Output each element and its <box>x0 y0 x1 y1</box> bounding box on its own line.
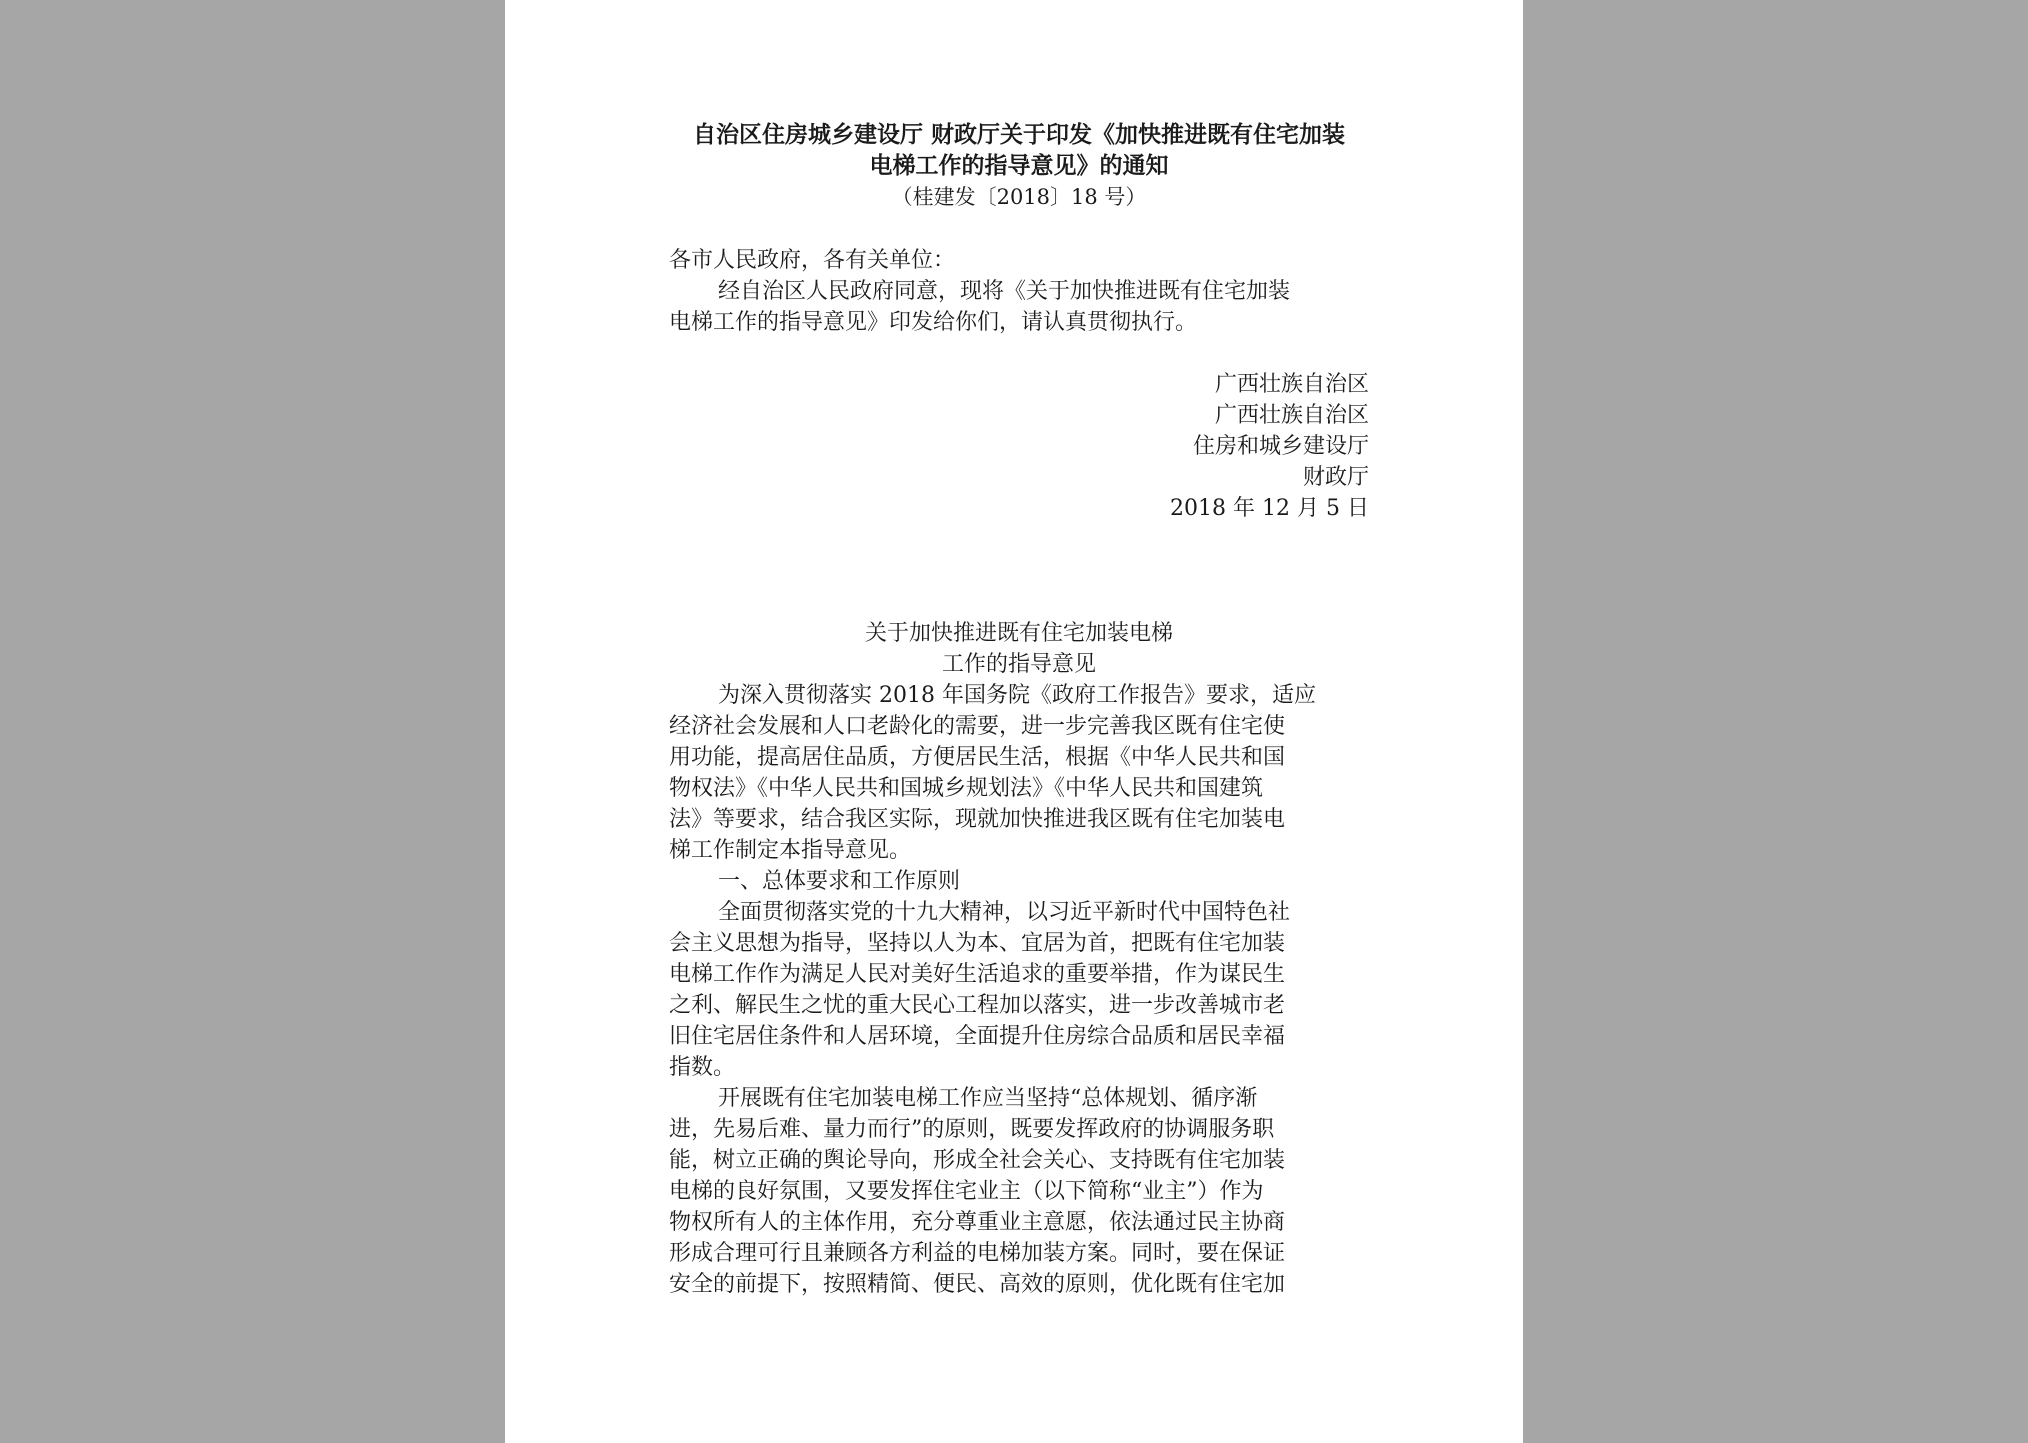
paragraph-line: 为深入贯彻落实 2018 年国务院《政府工作报告》要求，适应 <box>718 683 1316 708</box>
signature-line: 广西壮族自治区 <box>1214 372 1369 397</box>
document-number: （桂建发〔2018〕18 号） <box>891 185 1147 209</box>
paragraph-line: 会主义思想为指导，坚持以人为本、宜居为首，把既有住宅加装 <box>669 931 1286 956</box>
addressee-block <box>669 245 1369 338</box>
addressee: 各市人民政府，各有关单位： <box>669 248 956 273</box>
paragraph-line: 形成合理可行且兼顾各方利益的电梯加装方案。同时，要在保证 <box>669 1241 1286 1266</box>
section1-paragraph-2 <box>669 1083 1369 1300</box>
signature-block <box>669 369 1369 524</box>
signature-line: 财政厅 <box>1302 465 1369 490</box>
paragraph-line: 梯工作制定本指导意见。 <box>669 838 912 863</box>
paragraph-line: 旧住宅居住条件和人居环境，全面提升住房综合品质和居民幸福 <box>669 1024 1286 1049</box>
notice-title-line-2: 电梯工作的指导意见》的通知 <box>869 153 1169 179</box>
notice-body-line: 经自治区人民政府同意，现将《关于加快推进既有住宅加装 <box>718 279 1291 304</box>
paragraph-line: 安全的前提下，按照精简、便民、高效的原则，优化既有住宅加 <box>669 1272 1286 1297</box>
paragraph-line: 全面贯彻落实党的十九大精神，以习近平新时代中国特色社 <box>718 900 1291 925</box>
paragraph-line: 开展既有住宅加装电梯工作应当坚持“总体规划、循序渐 <box>718 1086 1258 1111</box>
paragraph-line: 物权法》《中华人民共和国城乡规划法》《中华人民共和国建筑 <box>669 776 1264 801</box>
paragraph-line: 能，树立正确的舆论导向，形成全社会关心、支持既有住宅加装 <box>669 1148 1286 1173</box>
opinion-title <box>669 618 1369 680</box>
paragraph-line: 之利、解民生之忧的重大民心工程加以落实，进一步改善城市老 <box>669 993 1286 1018</box>
signature-line: 住房和城乡建设厅 <box>1192 434 1369 459</box>
document-content <box>669 120 1369 1300</box>
notice-body-line: 电梯工作的指导意见》印发给你们，请认真贯彻执行。 <box>669 310 1198 335</box>
paragraph-line: 电梯的良好氛围，又要发挥住宅业主（以下简称“业主”）作为 <box>669 1179 1264 1204</box>
signature-date: 2018 年 12 月 5 日 <box>1170 496 1369 521</box>
section1-paragraph-1 <box>669 897 1369 1083</box>
signature-line: 广西壮族自治区 <box>1214 403 1369 428</box>
opinion-title-line-1: 关于加快推进既有住宅加装电梯 <box>864 621 1173 646</box>
section-heading: 一、总体要求和工作原则 <box>718 869 961 894</box>
paragraph-line: 电梯工作作为满足人民对美好生活追求的重要举措，作为谋民生 <box>669 962 1286 987</box>
paragraph-line: 用功能，提高居住品质，方便居民生活，根据《中华人民共和国 <box>669 745 1286 770</box>
paragraph-line: 法》等要求，结合我区实际，现就加快推进我区既有住宅加装电 <box>669 807 1286 832</box>
paragraph-line: 物权所有人的主体作用，充分尊重业主意愿，依法通过民主协商 <box>669 1210 1286 1235</box>
notice-title-line-1: 自治区住房城乡建设厅 财政厅关于印发《加快推进既有住宅加装 <box>692 122 1345 148</box>
paragraph-line: 指数。 <box>669 1055 736 1080</box>
opinion-title-line-2: 工作的指导意见 <box>941 652 1096 677</box>
document-page <box>505 0 1523 1443</box>
paragraph-line: 进，先易后难、量力而行”的原则，既要发挥政府的协调服务职 <box>669 1117 1275 1142</box>
paragraph-line: 经济社会发展和人口老龄化的需要，进一步完善我区既有住宅使 <box>669 714 1286 739</box>
intro-paragraph <box>669 680 1369 866</box>
